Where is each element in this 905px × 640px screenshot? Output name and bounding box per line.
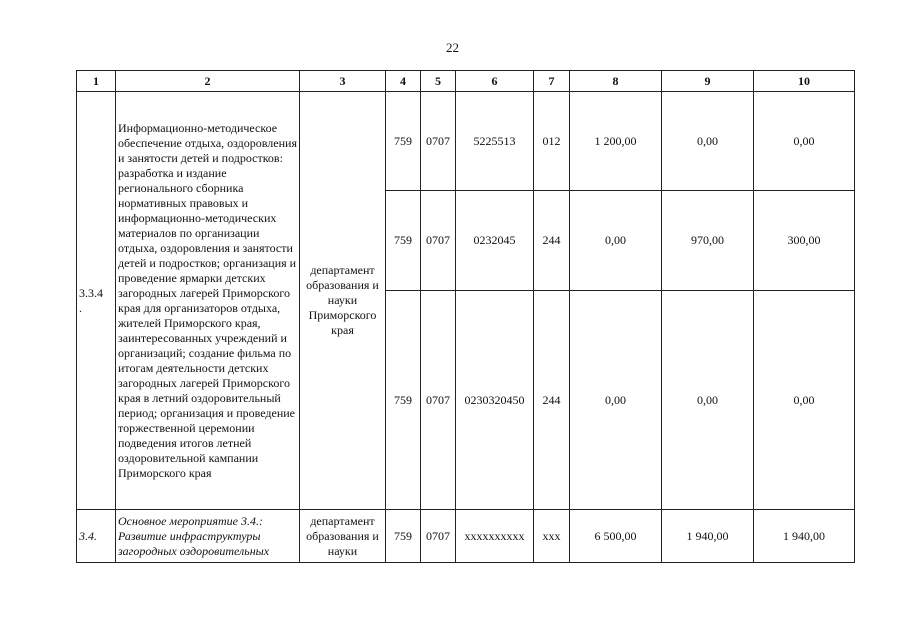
budget-table bbox=[76, 70, 855, 563]
cell-col5: 0707 bbox=[421, 191, 456, 291]
column-header: 2 bbox=[116, 71, 300, 92]
cell-col4: 759 bbox=[386, 510, 421, 563]
cell-col7: xxx bbox=[534, 510, 570, 563]
cell-col6: xxxxxxxxxx bbox=[456, 510, 534, 563]
cell-col4: 759 bbox=[386, 291, 421, 510]
cell-col7: 244 bbox=[534, 191, 570, 291]
cell-col10: 0,00 bbox=[754, 291, 855, 510]
cell-col4: 759 bbox=[386, 92, 421, 191]
item-department: департамент образования и науки bbox=[300, 510, 386, 563]
cell-col8: 0,00 bbox=[570, 191, 662, 291]
cell-col8: 6 500,00 bbox=[570, 510, 662, 563]
cell-col5: 0707 bbox=[421, 510, 456, 563]
cell-col9: 0,00 bbox=[662, 92, 754, 191]
page-number: 22 bbox=[446, 40, 459, 55]
cell-col10: 300,00 bbox=[754, 191, 855, 291]
cell-col7: 012 bbox=[534, 92, 570, 191]
item-description: Основное мероприятие 3.4.: Развитие инфраструктуры загородных оздоровительных bbox=[116, 510, 300, 563]
header-row bbox=[77, 71, 855, 92]
cell-col10: 1 940,00 bbox=[754, 510, 855, 563]
column-header: 9 bbox=[662, 71, 754, 92]
cell-col8: 0,00 bbox=[570, 291, 662, 510]
cell-col9: 1 940,00 bbox=[662, 510, 754, 563]
cell-col6: 5225513 bbox=[456, 92, 534, 191]
item-department: департамент образования и науки Приморского края bbox=[300, 92, 386, 510]
item-number: 3.3.4 . bbox=[77, 92, 116, 510]
item-number: 3.4. bbox=[77, 510, 116, 563]
column-header: 8 bbox=[570, 71, 662, 92]
cell-col6: 0230320450 bbox=[456, 291, 534, 510]
cell-col10: 0,00 bbox=[754, 92, 855, 191]
table-row bbox=[77, 92, 855, 191]
column-header: 7 bbox=[534, 71, 570, 92]
cell-col4: 759 bbox=[386, 191, 421, 291]
cell-col8: 1 200,00 bbox=[570, 92, 662, 191]
column-header: 3 bbox=[300, 71, 386, 92]
column-header: 5 bbox=[421, 71, 456, 92]
column-header: 6 bbox=[456, 71, 534, 92]
item-description: Информационно-методическое обеспечение отдыха, оздоровления и занятости детей и подростков: разработка и издание регионального сборника нормативных правовых и информационно-методических материалов по организации отдыха, оздоровления и занятости детей и подростков; организация и проведение ярмарки детских загородных лагерей Приморского края для организаторов отдыха, жителей Приморского края, заинтересованных учреждений и организаций; создание фильма по итогам деятельности детских загородных лагерей Приморского края в летний оздоровительный период; организация и проведение торжественной церемонии подведения итогов летней оздоровительной кампании Приморского края bbox=[116, 92, 300, 510]
cell-col9: 0,00 bbox=[662, 291, 754, 510]
column-header: 1 bbox=[77, 71, 116, 92]
column-header: 10 bbox=[754, 71, 855, 92]
cell-col9: 970,00 bbox=[662, 191, 754, 291]
cell-col5: 0707 bbox=[421, 291, 456, 510]
cell-col6: 0232045 bbox=[456, 191, 534, 291]
cell-col5: 0707 bbox=[421, 92, 456, 191]
column-header: 4 bbox=[386, 71, 421, 92]
table-row bbox=[77, 510, 855, 563]
cell-col7: 244 bbox=[534, 291, 570, 510]
